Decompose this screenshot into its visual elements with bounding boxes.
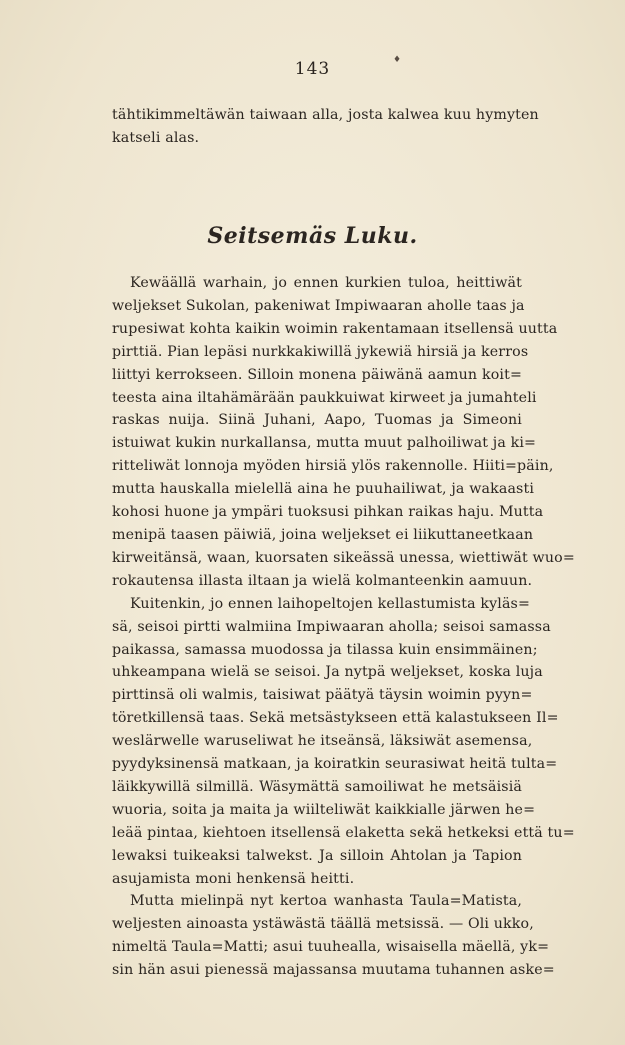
text-line: istuiwat kukin nurkallansa, mutta muut palhoiliwat ja ki=: [112, 435, 537, 452]
paragraph-1: [112, 272, 575, 593]
paragraph-3: [112, 890, 555, 982]
text-line: katseli alas.: [112, 129, 200, 146]
text-line: wuoria, soita ja maita ja wiilteliwät kaikkialle järwen he=: [112, 801, 536, 818]
text-line: leää pintaa, kiehtoen itsellensä elaketta sekä hetkeksi että tu=: [112, 824, 575, 841]
text-line: uhkeampana wielä se seisoi. Ja nytpä weljekset, koska luja: [112, 664, 543, 681]
chapter-body: [112, 272, 575, 982]
text-line: paikassa, samassa muodossa ja tilassa kuin ensimmäinen;: [112, 641, 538, 658]
text-line: liittyi kerrokseen. Silloin monena päiwänä aamun koit=: [112, 366, 522, 383]
text-line: weslärwelle waruseliwat he itseänsä, läksiwät asemensa,: [112, 733, 533, 750]
text-line: Kuitenkin, jo ennen laihopeltojen kellastumista kyläs=: [130, 595, 531, 612]
ink-speck: ♦: [393, 55, 402, 65]
text-line: kohosi huone ja ympäri tuoksusi pihkan raikas haju. Mutta: [112, 504, 544, 521]
text-line: pirttiä. Pian lepäsi nurkkakiwillä jykewiä hirsiä ja kerros: [112, 343, 529, 360]
opening-text: [112, 104, 539, 150]
text-line: Kewäällä warhain, jo ennen kurkien tuloa, heittiwät: [130, 275, 522, 291]
chapter-title: Seitsemäs Luku.: [207, 223, 418, 249]
text-line: pirttinsä oli walmis, taisiwat päätyä täysin woimin pyyn=: [112, 687, 533, 704]
text-line: nimeltä Taula=Matti; asui tuuhealla, wisaisella mäellä, yk=: [112, 939, 550, 956]
text-line: Mutta mielinpä nyt kertoa wanhasta Taula=Matista,: [130, 893, 522, 910]
text-line: teesta aina iltahämärään paukkuiwat kirweet ja jumahteli: [112, 389, 537, 406]
text-line: asujamista moni henkensä heitti.: [112, 870, 355, 887]
text-line: töretkillensä taas. Sekä metsästykseen että kalastukseen Il=: [112, 710, 559, 727]
text-line: tähtikimmeltäwän taiwaan alla, josta kalwea kuu hymyten: [112, 107, 539, 123]
text-line: menipä taasen päiwiä, joina weljekset ei liikuttaneetkaan: [112, 526, 534, 543]
text-line: raskas nuija. Siinä Juhani, Aapo, Tuomas ja Simeoni: [112, 412, 522, 429]
text-line: rokautensa illasta iltaan ja wielä kolmanteenkin aamuun.: [112, 572, 533, 589]
text-line: sin hän asui pienessä majassansa muutama tuhannen aske=: [112, 962, 555, 979]
paragraph-2: [112, 593, 575, 891]
text-line: ritteliwät lonnoja myöden hirsiä ylös rakennolle. Hiiti=päin,: [112, 458, 554, 475]
text-line: sä, seisoi pirtti walmiina Impiwaaran aholla; seisoi samassa: [112, 618, 551, 635]
text-line: läikkywillä silmillä. Wäsymättä samoiliwat he metsäisiä: [112, 778, 522, 795]
text-line: lewaksi tuikeaksi talwekst. Ja silloin Ahtolan ja Tapion: [112, 847, 522, 864]
text-line: weljesten ainoasta ystäwästä täällä metsissä. — Oli ukko,: [112, 916, 534, 933]
page-number: 143: [294, 59, 331, 79]
text-line: mutta hauskalla mielellä aina he puuhailiwat, ja wakaasti: [112, 481, 535, 498]
text-line: weljekset Sukolan, pakeniwat Impiwaaran aholle taas ja: [112, 297, 525, 314]
text-line: kirweitänsä, waan, kuorsaten sikeässä unessa, wiettiwät wuo=: [112, 549, 575, 566]
text-line: pyydyksinensä matkaan, ja koiratkin seurasiwat heitä tulta=: [112, 756, 558, 773]
text-line: rupesiwat kohta kaikin woimin rakentamaan itsellensä uutta: [112, 320, 558, 337]
